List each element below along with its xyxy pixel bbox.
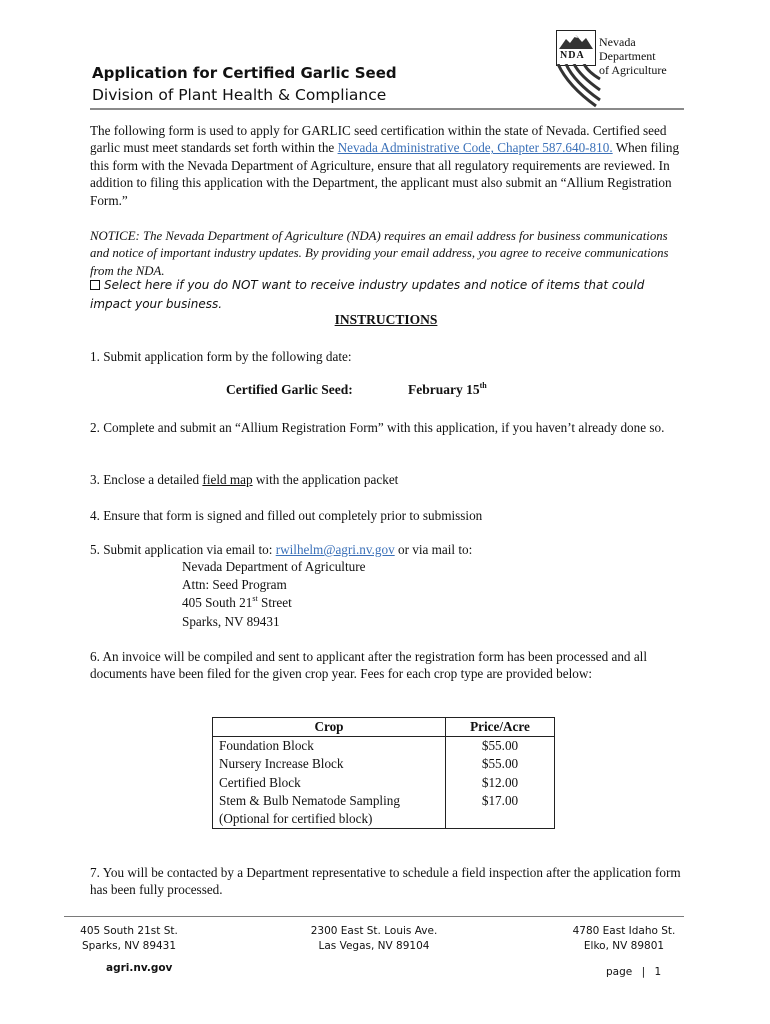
footer-address-elko	[556, 924, 692, 954]
crop-name: Stem & Bulb Nematode Sampling	[219, 792, 400, 808]
crop-column-header: Crop	[213, 718, 446, 737]
address-line-1: Nevada Department of Agriculture	[182, 559, 366, 574]
crop-cell	[213, 737, 446, 829]
email-notice: NOTICE: The Nevada Department of Agriculture (NDA) requires an email address for business communications and notice of important industry updates. By providing your email address, you agree to receive communications from the NDA.	[90, 229, 669, 278]
instruction-3	[90, 471, 684, 488]
instruction-5	[90, 541, 684, 558]
field-map-text: field map	[202, 472, 253, 487]
page-separator: |	[641, 966, 646, 978]
footer-address-line: Las Vegas, NV 89104	[318, 940, 430, 952]
footer-divider	[64, 916, 684, 917]
crop-price: $12.00	[481, 774, 519, 790]
footer-address-las-vegas	[298, 924, 450, 954]
mailing-address	[182, 558, 365, 631]
price-cell	[446, 737, 555, 829]
page-subtitle: Division of Plant Health & Compliance	[92, 86, 387, 104]
instructions-heading: INSTRUCTIONS	[334, 312, 438, 327]
address-line-2: Attn: Seed Program	[182, 577, 287, 593]
page-title: Application for Certified Garlic Seed	[92, 64, 397, 82]
deadline-label: Certified Garlic Seed:	[226, 382, 353, 397]
nda-logo	[556, 30, 696, 110]
page-number-value: 1	[654, 966, 662, 978]
instruction-5-text-2: or via mail to:	[394, 542, 473, 557]
footer-address-line: Sparks, NV 89431	[81, 940, 177, 952]
deadline-date	[408, 382, 487, 398]
fee-table-header	[213, 718, 555, 737]
header-divider	[90, 108, 684, 110]
footer-website: agri.nv.gov	[106, 962, 173, 974]
address-line-3-a: 405 South 21	[182, 595, 253, 611]
instruction-7: 7. You will be contacted by a Department representative to schedule a field inspection after the application form has been fully processed.	[90, 865, 681, 898]
mountains-icon	[559, 33, 593, 49]
logo-line-1: Nevada	[599, 35, 636, 49]
instruction-2: 2. Complete and submit an “Allium Registration Form” with this application, if you haven’t already done so.	[90, 420, 665, 435]
deadline-date-text: February 15	[408, 382, 480, 397]
footer-address-line: 405 South 21st St.	[80, 925, 178, 937]
email-link[interactable]: rwilhelm@agri.nv.gov	[275, 542, 395, 557]
logo-line-2: Department	[599, 49, 656, 63]
address-line-3-b: Street	[257, 595, 292, 611]
logo-text	[599, 35, 667, 77]
crop-name: Foundation Block	[219, 738, 314, 754]
address-line-3-sup: st	[252, 594, 258, 604]
instruction-1: 1. Submit application form by the following date:	[90, 349, 352, 364]
address-line-3	[182, 594, 365, 612]
intro-paragraph	[90, 122, 682, 209]
crop-price: $17.00	[481, 792, 519, 808]
footer-address-line: Elko, NV 89801	[583, 940, 665, 952]
page-number	[606, 966, 661, 978]
instruction-6: 6. An invoice will be compiled and sent to applicant after the registration form has been processed and all documents have been filed for the given crop year. Fees for each crop type are provided below:	[90, 649, 647, 682]
footer-address-line: 2300 East St. Louis Ave.	[310, 925, 438, 937]
intro-text-2: When filing this form with the Nevada Department of Agriculture, ensure that all regulatory requirements are reviewed. In addition to filing this application with the Department, the applicant must also submit an “Allium Registration Form.”	[90, 140, 680, 208]
crop-price: $55.00	[481, 756, 519, 772]
crop-price: $55.00	[481, 738, 519, 754]
logo-abbr: NDA	[560, 50, 585, 61]
optout-checkbox[interactable]	[90, 280, 100, 290]
page-label: page	[606, 966, 633, 978]
fee-table-body	[213, 737, 555, 829]
crop-note: (Optional for certified block)	[219, 811, 373, 827]
instruction-4: 4. Ensure that form is signed and filled out completely prior to submission	[90, 508, 483, 523]
instruction-3-text-1: 3. Enclose a detailed	[90, 472, 203, 487]
address-line-4: Sparks, NV 89431	[182, 613, 280, 629]
price-column-header: Price/Acre	[446, 718, 555, 737]
fee-table	[212, 717, 555, 829]
nac-chapter-link[interactable]: Nevada Administrative Code, Chapter 587.640-810.	[337, 140, 613, 156]
logo-emblem	[556, 30, 596, 66]
logo-line-3: of Agriculture	[599, 63, 667, 77]
intro-text-1: The following form is used to apply for GARLIC seed certification within the state of Nevada. Certified seed garlic must meet standards set forth within the	[90, 123, 667, 156]
instruction-5-text-1: 5. Submit application via email to:	[90, 542, 276, 557]
optout-label: Select here if you do NOT want to receive industry updates and notice of items that could impact your business.	[90, 278, 645, 311]
instruction-3-text-2: with the application packet	[252, 472, 399, 487]
email-optout	[90, 276, 686, 314]
crop-name: Certified Block	[219, 774, 301, 790]
field-rows-icon	[556, 64, 602, 108]
deadline-date-suffix: th	[479, 381, 487, 390]
footer-address-line: 4780 East Idaho St.	[572, 925, 676, 937]
crop-name: Nursery Increase Block	[219, 756, 344, 772]
footer-address-sparks	[66, 924, 192, 954]
